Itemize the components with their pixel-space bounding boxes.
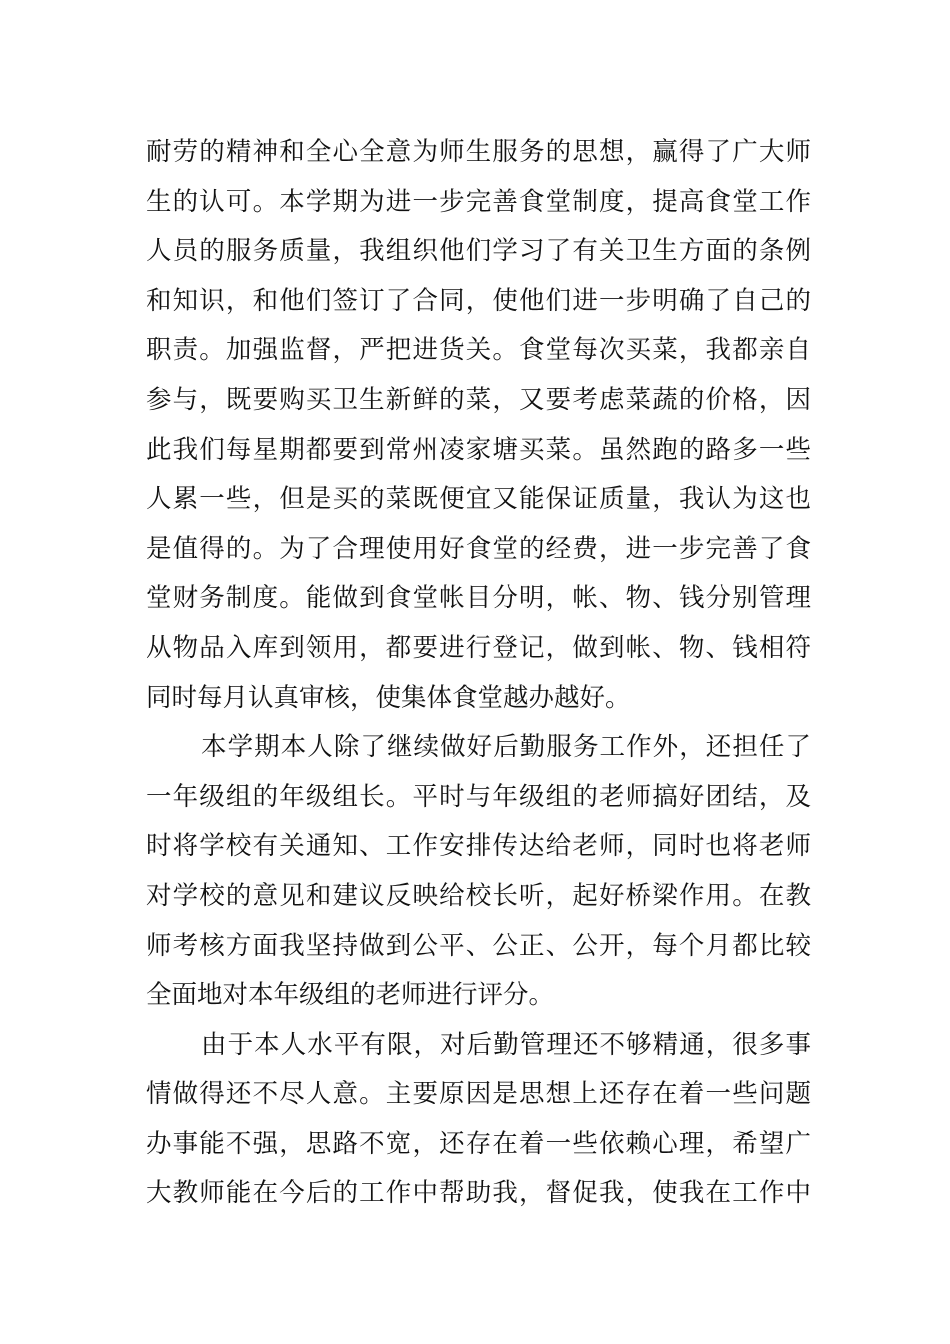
text-line: 职责。加强监督，严把进货关。食堂每次买菜，我都亲自 <box>146 335 811 366</box>
text-line: 师考核方面我坚持做到公平、公正、公开，每个月都比较 <box>146 930 811 961</box>
text-line: 此我们每星期都要到常州凌家塘买菜。虽然跑的路多一些 <box>146 434 811 465</box>
text-line: 人累一些，但是买的菜既便宜又能保证质量，我认为这也 <box>146 484 811 515</box>
text-line: 对学校的意见和建议反映给校长听，起好桥梁作用。在教 <box>146 880 811 911</box>
text-line: 参与，既要购买卫生新鲜的菜，又要考虑菜蔬的价格，因 <box>146 384 811 415</box>
text-line: 本学期本人除了继续做好后勤服务工作外，还担任了 <box>201 732 811 763</box>
text-line: 人员的服务质量，我组织他们学习了有关卫生方面的条例 <box>146 236 811 267</box>
text-line: 时将学校有关通知、工作安排传达给老师，同时也将老师 <box>146 831 811 862</box>
text-line: 大教师能在今后的工作中帮助我，督促我，使我在工作中 <box>146 1178 811 1209</box>
body-text <box>146 128 811 1219</box>
text-line: 同时每月认真审核，使集体食堂越办越好。 <box>146 682 631 713</box>
text-line: 办事能不强，思路不宽，还存在着一些依赖心理，希望广 <box>146 1128 811 1159</box>
text-line: 耐劳的精神和全心全意为师生服务的思想，赢得了广大师 <box>146 137 811 167</box>
text-line: 从物品入库到领用，都要进行登记，做到帐、物、钱相符 <box>146 632 811 663</box>
text-line: 和知识，和他们签订了合同，使他们进一步明确了自己的 <box>146 285 811 316</box>
text-line: 情做得还不尽人意。主要原因是思想上还存在着一些问题 <box>146 1079 811 1110</box>
text-line: 全面地对本年级组的老师进行评分。 <box>146 980 555 1011</box>
text-line: 生的认可。本学期为进一步完善食堂制度，提高食堂工作 <box>146 186 811 217</box>
text-line: 一年级组的年级组长。平时与年级组的老师搞好团结，及 <box>146 781 811 812</box>
text-line: 由于本人水平有限，对后勤管理还不够精通，很多事 <box>201 1029 811 1060</box>
text-line: 堂财务制度。能做到食堂帐目分明，帐、物、钱分别管理 <box>146 583 811 614</box>
text-line: 是值得的。为了合理使用好食堂的经费，进一步完善了食 <box>146 533 811 564</box>
